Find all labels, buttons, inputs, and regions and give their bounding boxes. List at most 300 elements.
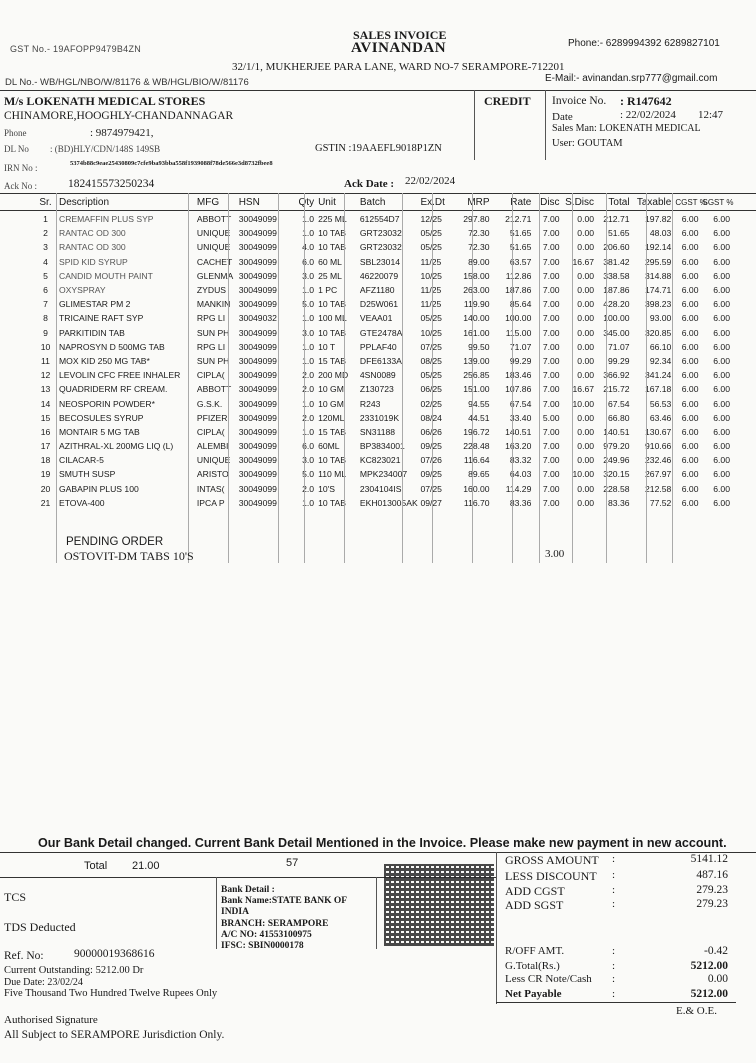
table-cell: 89.00 — [468, 256, 490, 267]
table-cell: 30049099 — [238, 412, 277, 423]
table-cell: PARKITIDIN TAB — [58, 327, 125, 338]
summary-label: R/OFF AMT. — [505, 945, 565, 957]
table-cell: 0.00 — [577, 355, 595, 366]
table-cell: 13 — [40, 384, 51, 395]
table-cell: PFIZER — [196, 412, 228, 423]
table-cell: 10.00 — [572, 398, 595, 409]
table-cell: 115.00 — [505, 327, 532, 338]
items-header — [34, 195, 732, 209]
column-header: Rate — [510, 196, 532, 208]
summary-colon: : — [612, 869, 616, 881]
table-cell: 7.00 — [542, 313, 560, 324]
table-cell: 06/25 — [420, 384, 442, 395]
table-cell: 7.00 — [542, 384, 560, 395]
bank-change-notice: Our Bank Detail changed. Current Bank Detail Mentioned in the Invoice. Please make new payment in new account. — [38, 836, 727, 850]
summary-colon: : — [612, 853, 616, 865]
table-cell: 187.86 — [505, 285, 532, 296]
table-cell: 6.0 — [302, 256, 315, 267]
table-cell: NAPROSYN D 500MG TAB — [58, 341, 165, 352]
table-cell: UNIQUE — [196, 455, 231, 466]
table-cell: LEVOLIN CFC FREE INHALER — [58, 370, 181, 381]
summary-value: 279.23 — [696, 898, 728, 910]
table-cell: 6.00 — [681, 455, 699, 466]
table-cell: 10'S — [318, 483, 336, 494]
tcs-label: TCS — [4, 890, 27, 904]
table-cell: 6.00 — [681, 355, 699, 366]
table-cell: 0.00 — [577, 285, 595, 296]
table-cell: 140.51 — [505, 426, 532, 437]
table-cell: TRICAINE RAFT SYP — [58, 313, 144, 324]
table-cell: 228.58 — [603, 483, 630, 494]
invoice-time: 12:47 — [698, 109, 724, 121]
table-cell: 1.0 — [302, 426, 315, 437]
table-cell: 6.00 — [713, 228, 730, 239]
table-cell: 92.34 — [649, 355, 672, 366]
table-cell: EKH013005AK — [359, 497, 418, 508]
table-cell: 7.00 — [542, 497, 560, 508]
table-row — [34, 496, 732, 510]
table-cell: 174.71 — [645, 285, 672, 296]
table-cell: 263.00 — [463, 285, 490, 296]
table-cell: 7.00 — [542, 341, 560, 352]
table-cell: 63.46 — [649, 412, 672, 423]
table-cell: 30049099 — [238, 228, 277, 239]
table-cell: 0.00 — [577, 228, 595, 239]
table-row — [34, 297, 732, 311]
table-cell: 6.00 — [681, 313, 699, 324]
table-cell: 60ML — [318, 441, 340, 452]
summary-value: 5141.12 — [690, 853, 728, 865]
table-cell: 6.00 — [681, 398, 699, 409]
table-cell: 6.00 — [681, 285, 699, 296]
table-cell: 33.40 — [509, 412, 532, 423]
pending-order-item: OSTOVIT-DM TABS 10'S — [64, 549, 194, 563]
table-cell: 232.46 — [645, 455, 672, 466]
table-cell: 212.58 — [645, 483, 672, 494]
table-cell: 0.00 — [577, 426, 595, 437]
table-row — [34, 255, 732, 269]
table-cell: 0.00 — [577, 412, 595, 423]
column-header: Batch — [359, 196, 386, 208]
table-cell: 398.23 — [645, 299, 672, 310]
table-cell: 30049099 — [238, 242, 277, 253]
table-cell: ABBOTT — [196, 214, 232, 225]
seller-name: AVINANDAN — [351, 40, 447, 56]
table-cell: 6.00 — [713, 355, 730, 366]
summary-colon: : — [612, 898, 616, 910]
table-cell: 107.86 — [505, 384, 532, 395]
table-cell: 6.00 — [713, 483, 730, 494]
table-cell: 6.00 — [681, 370, 699, 381]
table-cell: 212.71 — [505, 214, 532, 225]
table-cell: 05/25 — [420, 228, 442, 239]
table-cell: 6.00 — [713, 441, 730, 452]
column-header: Unit — [318, 196, 336, 208]
party-phone: : 9874979421, — [90, 127, 154, 139]
table-cell: DFE6133A — [359, 355, 402, 366]
table-cell: 0.00 — [577, 299, 595, 310]
table-cell: 06/26 — [420, 426, 442, 437]
bank-branch: BRANCH: SERAMPORE — [221, 919, 329, 929]
table-cell: 30049099 — [238, 398, 277, 409]
total-qty: 57 — [286, 857, 299, 869]
table-row — [34, 368, 732, 382]
table-cell: 167.18 — [645, 384, 672, 395]
table-cell: 6.00 — [681, 483, 699, 494]
table-cell: 6.00 — [681, 412, 699, 423]
table-cell: 30049099 — [238, 256, 277, 267]
irn-number: 5374b88c9eae25430809c7cfe9ba93bba558f1939088f78de566e3d8732fbee8 — [70, 160, 273, 167]
table-cell: CACHET — [196, 256, 233, 267]
table-cell: 89.65 — [468, 469, 490, 480]
table-cell: 2331019K — [359, 412, 400, 423]
table-cell: UNIQUE — [196, 228, 231, 239]
table-cell: 249.96 — [603, 455, 630, 466]
table-cell: 5.0 — [302, 299, 315, 310]
table-cell: PPLAF40 — [359, 341, 397, 352]
table-cell: 30049099 — [238, 455, 277, 466]
table-cell: 0.00 — [577, 370, 595, 381]
table-cell: R243 — [359, 398, 381, 409]
table-cell: 1.0 — [302, 341, 315, 352]
table-cell: 0.00 — [577, 497, 595, 508]
table-cell: 0.00 — [577, 242, 595, 253]
table-cell: 3.0 — [302, 270, 315, 281]
column-header: CGST % — [675, 197, 707, 207]
summary-colon: : — [612, 960, 616, 972]
table-row — [34, 340, 732, 354]
table-cell: 215.72 — [603, 384, 630, 395]
table-cell: GRT23032 — [359, 228, 402, 239]
table-cell: 160.00 — [463, 483, 490, 494]
table-cell: 314.88 — [645, 270, 672, 281]
total-label: Total — [84, 860, 108, 872]
table-cell: 6.00 — [713, 270, 730, 281]
table-cell: 11/25 — [420, 256, 442, 267]
summary-label: ADD SGST — [505, 898, 564, 912]
table-row — [34, 240, 732, 254]
table-cell: UNIQUE — [196, 242, 231, 253]
table-cell: 85.64 — [509, 299, 532, 310]
table-cell: 225 ML — [318, 214, 347, 225]
table-cell: 51.65 — [509, 228, 532, 239]
invoice-date-label: Date — [552, 111, 573, 123]
table-cell: MONTAIR 5 MG TAB — [58, 426, 140, 437]
pending-order-title: PENDING ORDER — [66, 536, 164, 548]
table-cell: 381.42 — [603, 256, 630, 267]
table-cell: 7.00 — [542, 228, 560, 239]
table-cell: 05/25 — [420, 370, 442, 381]
table-cell: 1.0 — [302, 355, 315, 366]
table-cell: SN31188 — [359, 426, 396, 437]
table-cell: 196.72 — [463, 426, 490, 437]
summary-label: Less CR Note/Cash — [505, 973, 592, 985]
bank-detail-title: Bank Detail : — [221, 885, 275, 895]
table-cell: 6.00 — [713, 412, 730, 423]
table-cell: 30049099 — [238, 384, 277, 395]
table-cell: ETOVA-400 — [58, 497, 105, 508]
table-cell: RANTAC OD 300 — [58, 242, 126, 253]
table-cell: 6.00 — [681, 327, 699, 338]
table-cell: 612554D7 — [359, 214, 400, 225]
table-cell: 7.00 — [542, 355, 560, 366]
column-header: Sr. — [39, 196, 52, 208]
table-cell: 183.46 — [505, 370, 532, 381]
table-cell: 7.00 — [542, 398, 560, 409]
table-cell: 119.90 — [463, 299, 490, 310]
table-cell: 2.0 — [302, 370, 315, 381]
table-cell: 67.54 — [509, 398, 532, 409]
table-cell: 979.20 — [603, 441, 630, 452]
table-cell: 6.00 — [681, 341, 699, 352]
items-table — [34, 212, 732, 510]
table-cell: 6.00 — [713, 426, 730, 437]
table-cell: 16 — [40, 426, 51, 437]
table-cell: 18 — [40, 455, 51, 466]
table-cell: 4 — [43, 256, 48, 267]
table-cell: 161.00 — [463, 327, 490, 338]
table-cell: 7 — [43, 299, 48, 310]
table-cell: ABBOTT — [196, 384, 232, 395]
summary-value: 487.16 — [696, 869, 728, 881]
table-cell: 7.00 — [542, 455, 560, 466]
table-cell: 0.00 — [577, 327, 595, 338]
table-cell: 93.00 — [649, 313, 672, 324]
column-header: Qty — [298, 196, 315, 208]
table-cell: NEOSPORIN POWDER* — [58, 398, 155, 409]
table-cell: 25 ML — [318, 270, 342, 281]
table-cell: 2.0 — [302, 384, 315, 395]
party-dl-label: DL No — [4, 144, 29, 154]
column-header: Total — [608, 196, 630, 208]
table-cell: GABAPIN PLUS 100 — [58, 483, 139, 494]
table-row — [34, 326, 732, 340]
table-cell: 02/25 — [420, 398, 442, 409]
table-cell: 1.0 — [302, 497, 315, 508]
table-cell: 7.00 — [542, 327, 560, 338]
table-cell: 0.00 — [577, 270, 595, 281]
table-cell: CIPLA( — [196, 370, 225, 381]
table-row — [34, 382, 732, 396]
table-row — [34, 411, 732, 425]
table-cell: 6.00 — [713, 469, 730, 480]
table-cell: 6.00 — [713, 497, 730, 508]
table-cell: 7.00 — [542, 285, 560, 296]
table-row — [34, 467, 732, 481]
summary-colon: : — [612, 988, 616, 1000]
seller-email: E-Mail:- avinandan.srp777@gmail.com — [545, 73, 718, 84]
table-cell: 100 ML — [318, 313, 347, 324]
table-cell: 10 TAB — [318, 455, 346, 466]
table-row — [34, 396, 732, 410]
table-cell: 295.59 — [645, 256, 672, 267]
table-cell: 2304104IS — [359, 483, 402, 494]
party-address: CHINAMORE,HOOGHLY-CHANDANNAGAR — [4, 110, 234, 122]
table-cell: 10 GM — [318, 384, 344, 395]
table-cell: 187.86 — [603, 285, 630, 296]
table-cell: 16.67 — [572, 256, 595, 267]
table-cell: SPID KID SYRUP — [58, 256, 128, 267]
table-cell: G.S.K. — [196, 398, 223, 409]
table-cell: 10 GM — [318, 398, 344, 409]
table-cell: 10 T — [318, 341, 336, 352]
table-cell: SUN PH — [196, 327, 230, 338]
party-phone-label: Phone — [4, 128, 27, 138]
table-cell: 116.70 — [463, 497, 490, 508]
table-cell: 158.00 — [463, 270, 490, 281]
table-cell: 12/25 — [420, 214, 442, 225]
table-cell: KC823021 — [359, 455, 401, 466]
table-cell: 110 ML — [318, 469, 347, 480]
table-cell: 30049099 — [238, 214, 277, 225]
table-cell: 30049099 — [238, 370, 277, 381]
table-cell: 09/25 — [420, 469, 442, 480]
party-gstin: GSTIN :19AAEFL9018P1ZN — [315, 143, 442, 154]
table-cell: 6.00 — [681, 228, 699, 239]
table-cell: 1.0 — [302, 313, 315, 324]
table-cell: 0.00 — [577, 341, 595, 352]
table-cell: 7.00 — [542, 426, 560, 437]
bank-account-no: A/C NO: 41553100975 — [221, 930, 312, 940]
seller-address: 32/1/1, MUKHERJEE PARA LANE, WARD NO-7 SERAMPORE-712201 — [232, 61, 565, 73]
table-cell: 192.14 — [645, 242, 672, 253]
bank-name: Bank Name:STATE BANK OF INDIA — [221, 896, 347, 917]
table-cell: 1 — [43, 214, 48, 225]
table-cell: 10 TAB — [318, 327, 346, 338]
table-cell: 83.36 — [509, 497, 532, 508]
table-cell: 100.00 — [603, 313, 630, 324]
table-cell: 05/25 — [420, 242, 442, 253]
table-cell: 30049099 — [238, 469, 277, 480]
table-cell: 140.51 — [603, 426, 630, 437]
table-cell: 66.10 — [649, 341, 672, 352]
table-cell: MPK234007 — [359, 469, 408, 480]
summary-colon: : — [612, 973, 616, 985]
table-cell: 6.00 — [713, 299, 730, 310]
column-header: Disc — [540, 196, 560, 208]
table-cell: 17 — [40, 441, 51, 452]
summary-value: 5212.00 — [690, 960, 728, 972]
table-cell: 08/24 — [420, 412, 442, 423]
summary-value: 0.00 — [707, 973, 728, 985]
table-cell: 4.0 — [302, 242, 315, 253]
table-cell: 2.0 — [302, 483, 315, 494]
table-row — [34, 425, 732, 439]
table-cell: 6.00 — [713, 285, 730, 296]
table-cell: QUADRIDERM RF CREAM. — [58, 384, 168, 395]
errors-omissions-note: E.& O.E. — [676, 1005, 717, 1017]
table-cell: SUN PH — [196, 355, 230, 366]
table-row — [34, 311, 732, 325]
table-cell: 139.00 — [463, 355, 490, 366]
table-cell: 30049099 — [238, 483, 277, 494]
table-cell: 7.00 — [542, 299, 560, 310]
table-cell: 256.85 — [463, 370, 490, 381]
table-cell: 6.00 — [681, 441, 699, 452]
table-cell: INTAS( — [196, 483, 225, 494]
table-cell: 6.00 — [681, 242, 699, 253]
table-cell: 11/25 — [420, 285, 442, 296]
table-cell: 6.00 — [713, 256, 730, 267]
summary-label: LESS DISCOUNT — [505, 869, 597, 883]
table-cell: 10/25 — [420, 270, 442, 281]
table-cell: 267.97 — [645, 469, 672, 480]
seller-dl-no: DL No.- WB/HGL/NBO/W/81176 & WB/HGL/BIO/W/81176 — [5, 77, 249, 88]
table-cell: 6.00 — [713, 398, 730, 409]
table-cell: 48.03 — [649, 228, 672, 239]
ack-date-label: Ack Date : — [344, 178, 395, 190]
table-cell: 1.0 — [302, 214, 315, 225]
summary-label: G.Total(Rs.) — [505, 960, 560, 972]
table-cell: 212.71 — [603, 214, 630, 225]
table-cell: 71.07 — [608, 341, 630, 352]
bank-ifsc: IFSC: SBIN0000178 — [221, 941, 304, 951]
table-cell: 14 — [40, 398, 51, 409]
table-cell: 100.00 — [505, 313, 532, 324]
table-cell: 99.29 — [509, 355, 532, 366]
table-cell: 09/25 — [420, 441, 442, 452]
table-cell: 99.50 — [468, 341, 490, 352]
table-cell: 0.00 — [577, 214, 595, 225]
table-cell: 07/25 — [420, 483, 442, 494]
table-cell: 66.80 — [608, 412, 630, 423]
table-cell: 0.00 — [577, 313, 595, 324]
table-cell: 21 — [40, 497, 51, 508]
table-cell: 8 — [43, 313, 48, 324]
table-cell: 51.65 — [509, 242, 532, 253]
party-dl-no: : (BD)HLY/CDN/148S 149SB — [50, 144, 161, 154]
ack-no: 182415573250234 — [68, 178, 155, 190]
table-cell: 151.00 — [463, 384, 490, 395]
table-cell: MOX KID 250 MG TAB* — [58, 355, 150, 366]
table-cell: 30049099 — [238, 285, 277, 296]
authorised-signature: Authorised Signature — [4, 1014, 98, 1026]
table-cell: 5.0 — [302, 469, 315, 480]
table-cell: 72.30 — [468, 242, 490, 253]
column-header: S.Disc — [565, 196, 595, 208]
table-cell: 6.00 — [713, 370, 730, 381]
table-cell: 320.15 — [603, 469, 630, 480]
table-row — [34, 482, 732, 496]
table-cell: 30049099 — [238, 327, 277, 338]
table-cell: 07/25 — [420, 341, 442, 352]
table-cell: 338.58 — [603, 270, 630, 281]
irn-label: IRN No : — [4, 163, 38, 173]
table-cell: 6.00 — [713, 242, 730, 253]
table-cell: AFZ1180 — [359, 285, 395, 296]
table-cell: 94.55 — [468, 398, 490, 409]
amount-in-words: Five Thousand Two Hundred Twelve Rupees Only — [4, 988, 218, 999]
table-cell: 0.00 — [577, 483, 595, 494]
table-cell: 15 — [40, 412, 51, 423]
table-cell: 1.0 — [302, 228, 315, 239]
table-cell: 30049099 — [238, 497, 277, 508]
table-cell: GLENMA — [196, 270, 234, 281]
table-cell: 83.36 — [608, 497, 630, 508]
table-cell: 63.57 — [509, 256, 532, 267]
summary-label: ADD CGST — [505, 884, 565, 898]
table-cell: 1.0 — [302, 285, 315, 296]
table-cell: 228.48 — [463, 441, 490, 452]
table-cell: CANDID MOUTH PAINT — [58, 270, 153, 281]
column-header: MFG — [196, 196, 220, 208]
table-cell: 197.82 — [645, 214, 672, 225]
invoice-number: : R147642 — [620, 94, 672, 108]
table-row — [34, 226, 732, 240]
table-cell: 1.0 — [302, 398, 315, 409]
table-cell: 6.00 — [681, 214, 699, 225]
user: User: GOUTAM — [552, 138, 623, 149]
